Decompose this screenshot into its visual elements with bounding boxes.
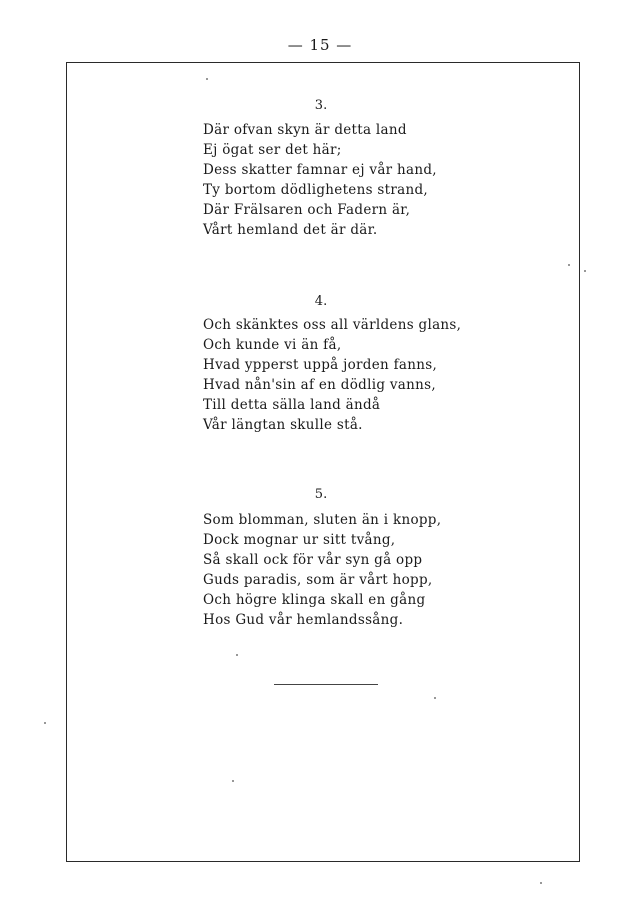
- speck: [44, 722, 46, 724]
- verse-line: Dess skatter famnar ej vår hand,: [203, 162, 437, 178]
- stanza-number: 5.: [314, 487, 328, 502]
- verse-line: Vårt hemland det är där.: [203, 222, 378, 238]
- verse-line: Och högre klinga skall en gång: [203, 592, 426, 608]
- speck: [236, 654, 238, 656]
- stanza-number: 4.: [314, 294, 328, 309]
- verse-line: Hvad ypperst uppå jorden fanns,: [203, 357, 438, 373]
- stanza-number: 3.: [314, 98, 328, 113]
- verse-line: Så skall ock för vår syn gå opp: [203, 552, 423, 568]
- verse-line: Till detta sälla land ändå: [203, 397, 381, 413]
- verse-line: Vår längtan skulle stå.: [203, 417, 363, 433]
- verse-line: Dock mognar ur sitt tvång,: [203, 532, 396, 548]
- verse-line: Guds paradis, som är vårt hopp,: [203, 572, 433, 588]
- speck: [232, 780, 234, 782]
- verse-line: Hos Gud vår hemlandssång.: [203, 612, 404, 628]
- speck: [540, 882, 542, 884]
- speck: [206, 78, 208, 80]
- verse-line: Där ofvan skyn är detta land: [203, 122, 407, 138]
- speck: [584, 270, 586, 272]
- verse-line: Ej ögat ser det här;: [203, 142, 342, 158]
- verse-line: Och kunde vi än få,: [203, 337, 342, 353]
- speck: [568, 264, 570, 266]
- verse-line: Hvad nån'sin af en dödlig vanns,: [203, 377, 436, 393]
- closing-rule: [274, 684, 378, 685]
- verse-line: Som blomman, sluten än i knopp,: [203, 512, 442, 528]
- page-number: — 15 —: [287, 36, 353, 54]
- verse-line: Där Frälsaren och Fadern är,: [203, 202, 411, 218]
- verse-line: Ty bortom dödlighetens strand,: [203, 182, 428, 198]
- verse-line: Och skänktes oss all världens glans,: [203, 317, 462, 333]
- speck: [434, 697, 436, 699]
